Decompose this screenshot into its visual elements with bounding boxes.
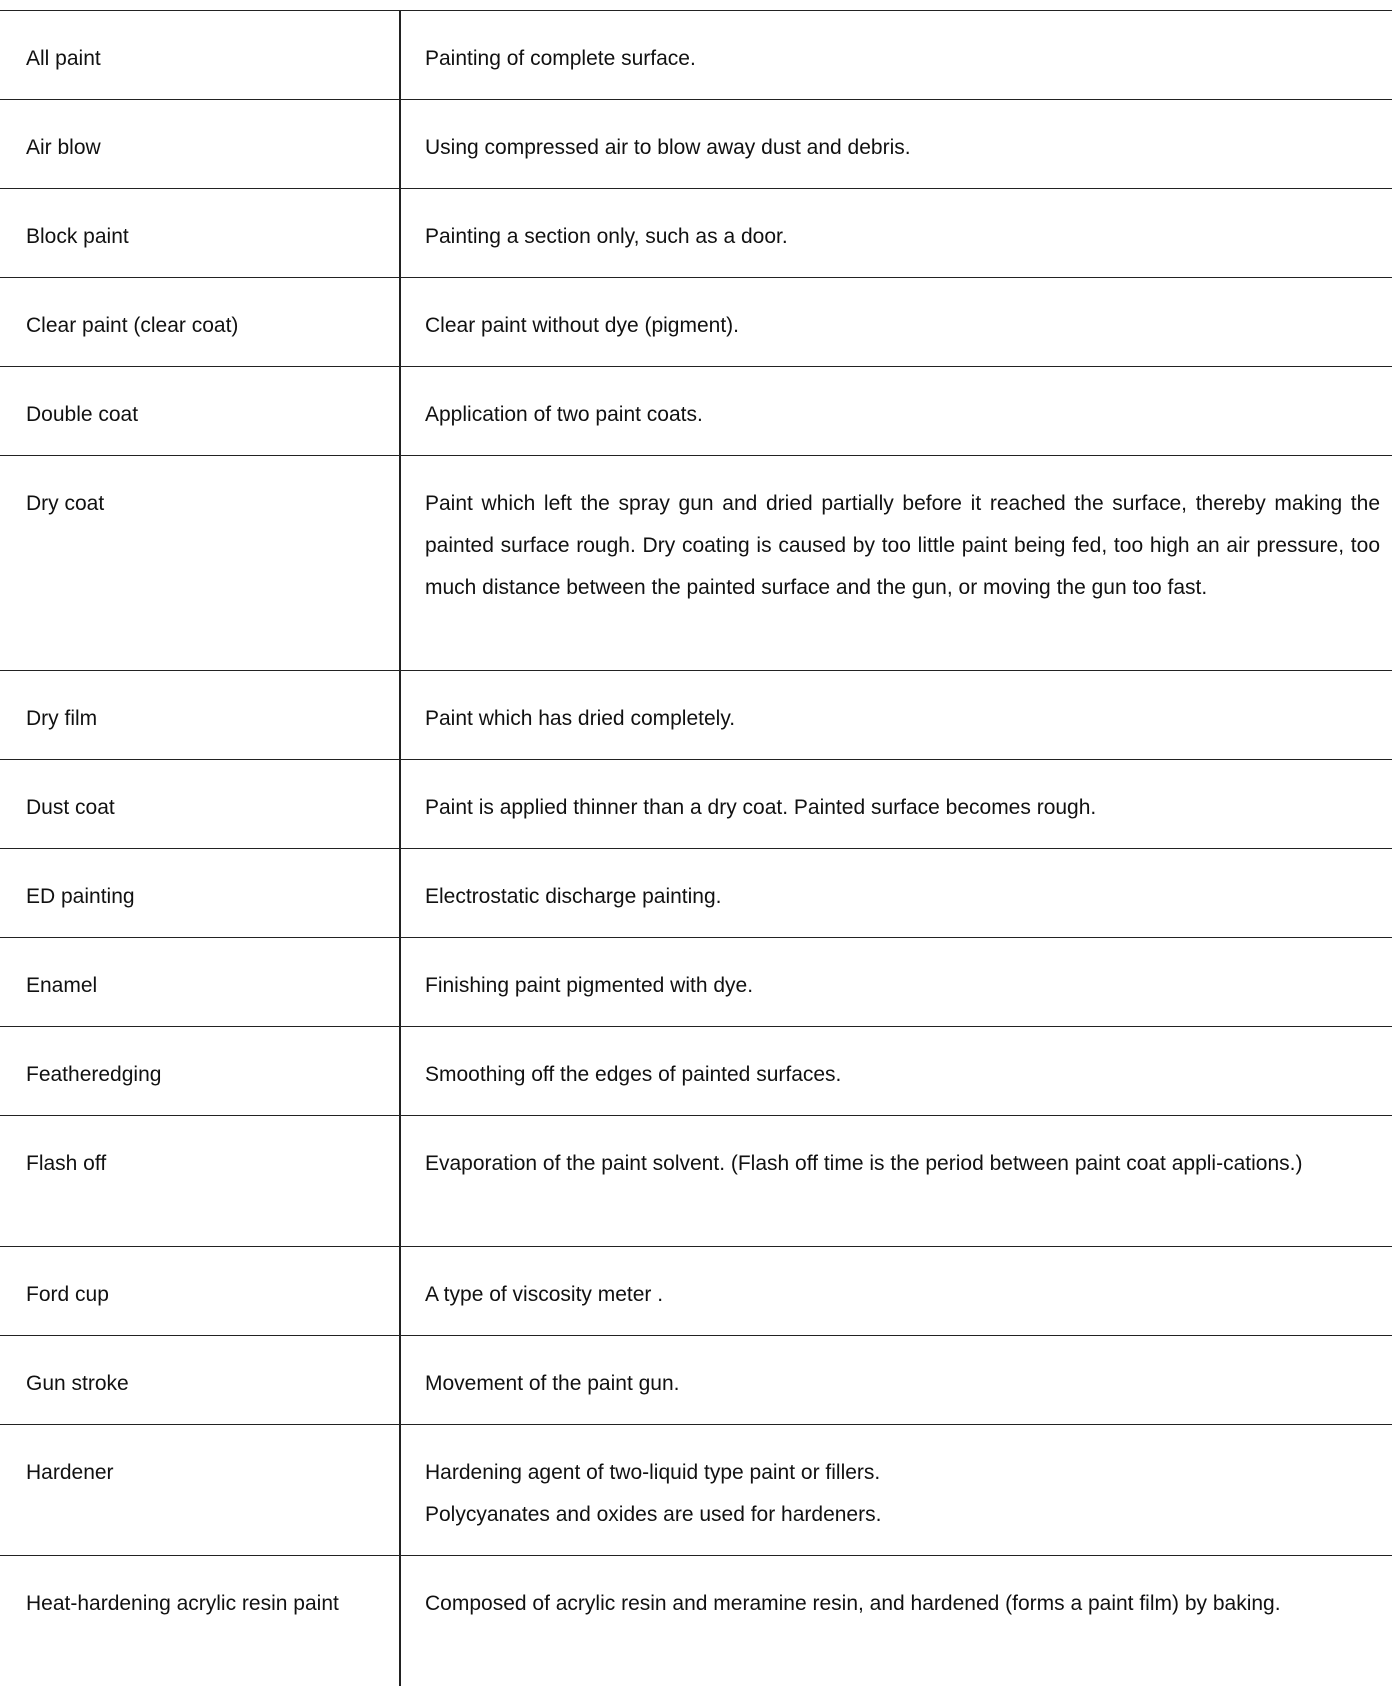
column-divider	[399, 1247, 401, 1335]
column-divider	[399, 278, 401, 366]
column-divider	[399, 1556, 401, 1686]
term: Double coat	[26, 403, 139, 426]
glossary-row	[0, 670, 1392, 759]
column-divider	[399, 1027, 401, 1115]
column-divider	[399, 760, 401, 848]
term: Dry film	[26, 707, 98, 730]
term: Enamel	[26, 974, 98, 997]
definition: Finishing paint pigmented with dye.	[425, 974, 754, 997]
term: Hardener	[26, 1461, 114, 1484]
definition: Smoothing off the edges of painted surfaces.	[425, 1063, 842, 1086]
glossary-row	[0, 1115, 1392, 1246]
term: Dry coat	[26, 492, 105, 515]
glossary-row	[0, 1335, 1392, 1424]
column-divider	[399, 1425, 401, 1555]
glossary-row	[0, 455, 1392, 670]
glossary-row	[0, 277, 1392, 366]
glossary-row	[0, 1026, 1392, 1115]
term: Featheredging	[26, 1063, 162, 1086]
glossary-row	[0, 1246, 1392, 1335]
term: Clear paint (clear coat)	[26, 314, 239, 337]
column-divider	[399, 1336, 401, 1424]
column-divider	[399, 938, 401, 1026]
definition: Paint which left the spray gun and dried partially before it reached the surface, thereby making the painted surface rough. Dry coating is caused by too little paint being fed, too high an air pressure, too much distance between the painted surface and the gun, or moving the gun too fast.	[425, 492, 1380, 599]
column-divider	[399, 189, 401, 277]
definition: Using compressed air to blow away dust and debris.	[425, 136, 911, 159]
glossary-row	[0, 188, 1392, 277]
term: Flash off	[26, 1152, 107, 1175]
column-divider	[399, 367, 401, 455]
glossary-row	[0, 848, 1392, 937]
glossary-row	[0, 99, 1392, 188]
term: Block paint	[26, 225, 129, 248]
glossary-row	[0, 366, 1392, 455]
definition: Paint is applied thinner than a dry coat. Painted surface becomes rough.	[425, 796, 1097, 819]
term: Heat-hardening acrylic resin paint	[26, 1592, 339, 1615]
glossary-row	[0, 1555, 1392, 1686]
definition: Paint which has dried completely.	[425, 707, 736, 730]
definition: Hardening agent of two-liquid type paint or fillers. Polycyanates and oxides are used for hardeners.	[425, 1461, 882, 1526]
definition: Painting of complete surface.	[425, 47, 696, 70]
definition: Application of two paint coats.	[425, 403, 703, 426]
term: Gun stroke	[26, 1372, 129, 1395]
term: Air blow	[26, 136, 101, 159]
definition: Evaporation of the paint solvent. (Flash off time is the period between paint coat appli-cations.)	[425, 1152, 1303, 1175]
term: ED painting	[26, 885, 135, 908]
definition: Painting a section only, such as a door.	[425, 225, 788, 248]
definition: Movement of the paint gun.	[425, 1372, 680, 1395]
glossary-table	[0, 10, 1392, 1686]
definition: Clear paint without dye (pigment).	[425, 314, 739, 337]
term: Dust coat	[26, 796, 115, 819]
glossary-row	[0, 759, 1392, 848]
glossary-row	[0, 1424, 1392, 1555]
column-divider	[399, 456, 401, 670]
column-divider	[399, 11, 401, 99]
column-divider	[399, 100, 401, 188]
column-divider	[399, 671, 401, 759]
term: Ford cup	[26, 1283, 109, 1306]
term: All paint	[26, 47, 101, 70]
glossary-row	[0, 10, 1392, 99]
definition: A type of viscosity meter .	[425, 1283, 664, 1306]
definition: Composed of acrylic resin and meramine resin, and hardened (forms a paint film) by baking.	[425, 1592, 1281, 1615]
definition: Electrostatic discharge painting.	[425, 885, 722, 908]
glossary-row	[0, 937, 1392, 1026]
column-divider	[399, 849, 401, 937]
column-divider	[399, 1116, 401, 1246]
